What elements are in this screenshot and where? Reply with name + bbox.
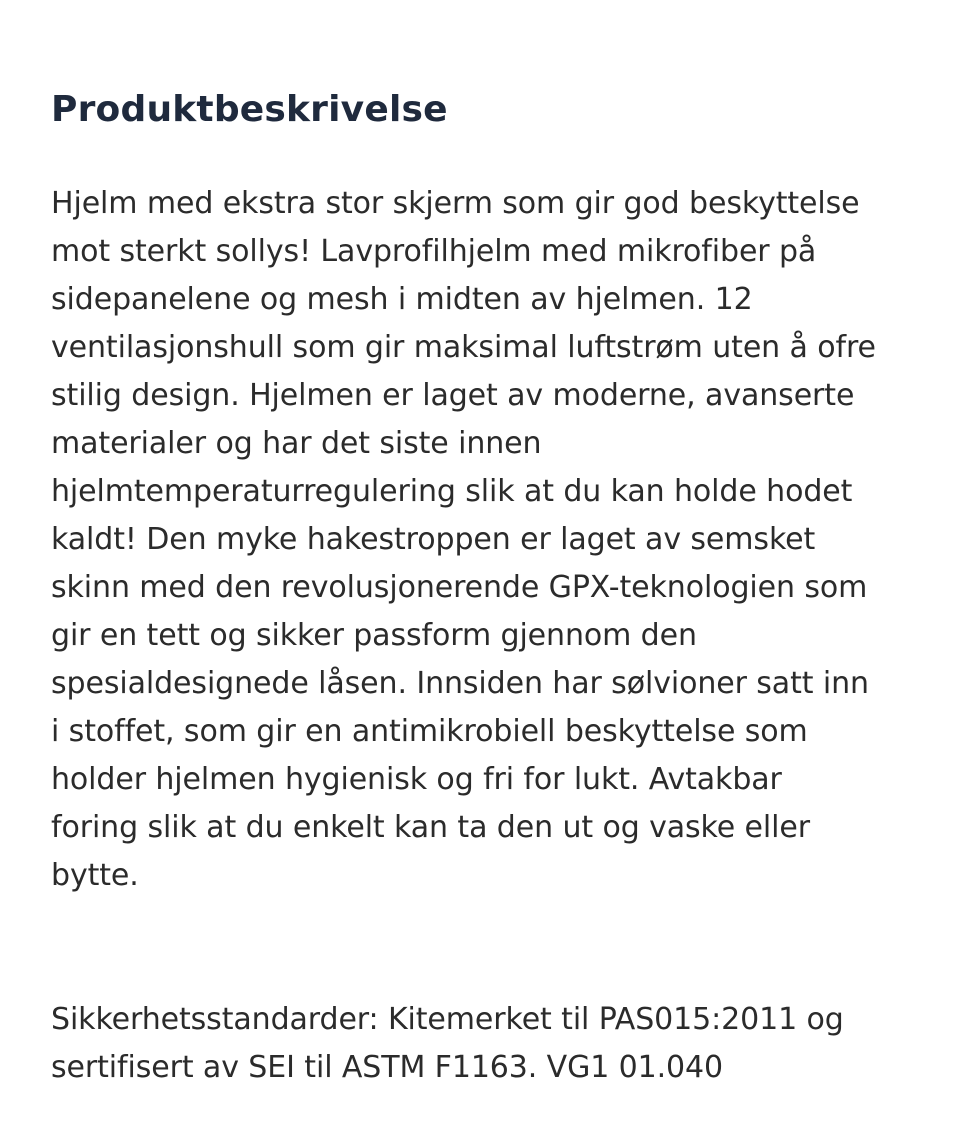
description-line: spesialdesignede låsen. Innsiden har sølvioner satt inn: [51, 666, 869, 701]
product-description-text: [51, 180, 920, 900]
description-line: materialer og har det siste innen: [51, 426, 542, 461]
description-line: foring slik at du enkelt kan ta den ut og vaske eller: [51, 810, 810, 845]
description-line: Hjelm med ekstra stor skjerm som gir god beskyttelse: [51, 186, 860, 221]
description-line: kaldt! Den myke hakestroppen er laget av semsket: [51, 522, 816, 557]
section-title: Produktbeskrivelse: [51, 89, 448, 130]
description-line: gir en tett og sikker passform gjennom den: [51, 618, 697, 653]
standards-line: sertifisert av SEI til ASTM F1163. VG1 01.040: [51, 1050, 724, 1085]
description-line: ventilasjonshull som gir maksimal luftstrøm uten å ofre: [51, 330, 876, 365]
description-line: skinn med den revolusjonerende GPX-teknologien som: [51, 570, 868, 605]
description-line: i stoffet, som gir en antimikrobiell beskyttelse som: [51, 714, 808, 749]
description-line: sidepanelene og mesh i midten av hjelmen. 12: [51, 282, 753, 317]
description-line: bytte.: [51, 858, 139, 893]
description-line: mot sterkt sollys! Lavprofilhjelm med mikrofiber på: [51, 234, 817, 269]
description-line: stilig design. Hjelmen er laget av moderne, avanserte: [51, 378, 855, 413]
standards-line: Sikkerhetsstandarder: Kitemerket til PAS015:2011 og: [51, 1002, 844, 1037]
safety-standards-text: [51, 996, 920, 1092]
description-line: holder hjelmen hygienisk og fri for lukt. Avtakbar: [51, 762, 782, 797]
description-line: hjelmtemperaturregulering slik at du kan holde hodet: [51, 474, 853, 509]
